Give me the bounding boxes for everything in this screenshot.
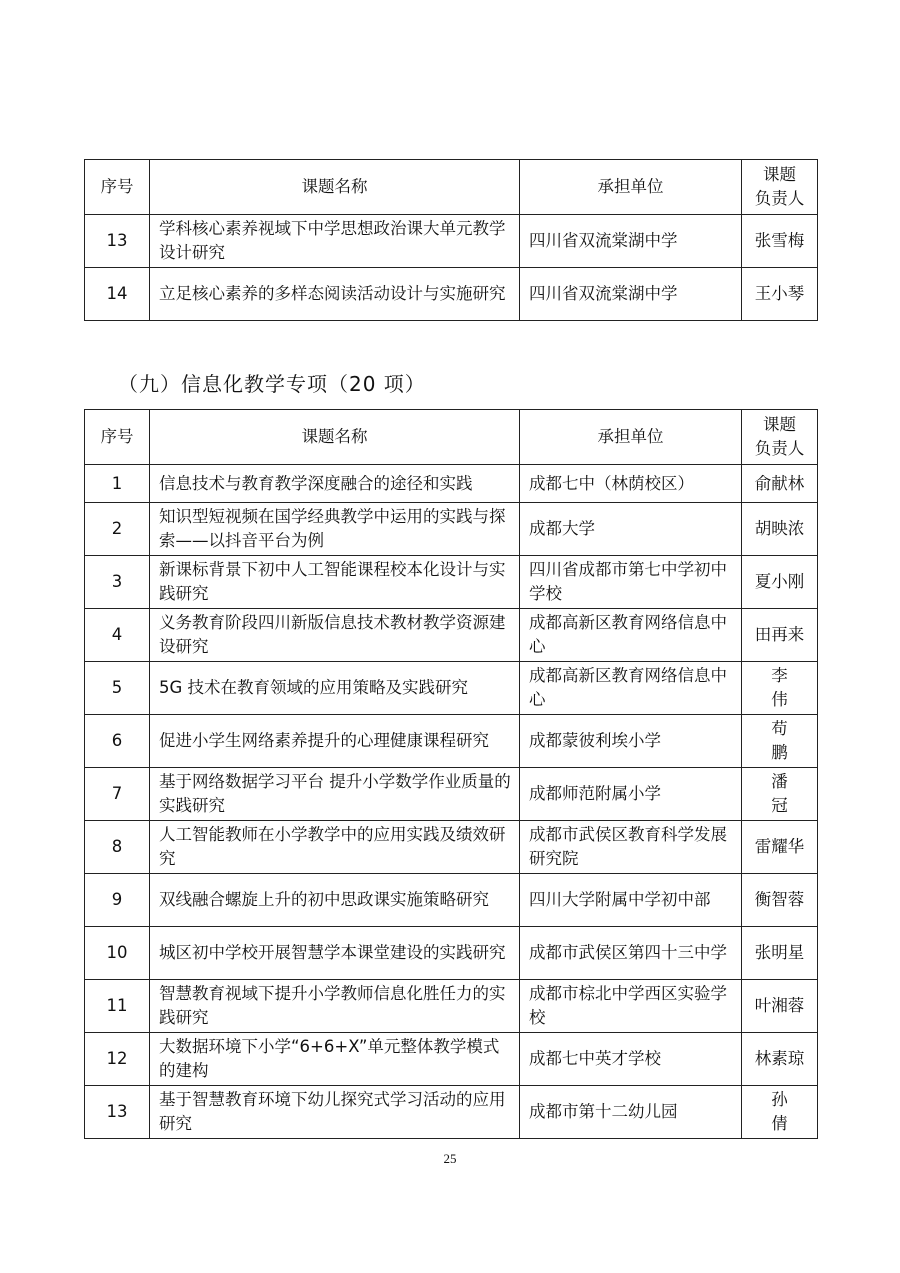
header-no: 序号 xyxy=(85,410,150,465)
table-row xyxy=(85,715,818,768)
row-unit: 成都市武侯区第四十三中学 xyxy=(520,927,742,980)
row-unit: 成都大学 xyxy=(520,503,742,556)
row-title: 基于网络数据学习平台 提升小学数学作业质量的实践研究 xyxy=(150,768,520,821)
table-row xyxy=(85,662,818,715)
row-unit: 成都市武侯区教育科学发展研究院 xyxy=(520,821,742,874)
row-unit: 成都七中（林荫校区） xyxy=(520,465,742,503)
row-lead: 潘冠 xyxy=(742,768,818,821)
row-lead: 叶湘蓉 xyxy=(742,980,818,1033)
row-no: 1 xyxy=(85,465,150,503)
row-no: 2 xyxy=(85,503,150,556)
row-no: 4 xyxy=(85,609,150,662)
row-title: 新课标背景下初中人工智能课程校本化设计与实践研究 xyxy=(150,556,520,609)
table-row xyxy=(85,1033,818,1086)
row-lead: 田再来 xyxy=(742,609,818,662)
header-lead-line1: 课题 xyxy=(763,415,796,434)
table-row xyxy=(85,215,818,268)
row-lead: 雷耀华 xyxy=(742,821,818,874)
row-title: 学科核心素养视域下中学思想政治课大单元教学设计研究 xyxy=(150,215,520,268)
row-lead: 孙倩 xyxy=(742,1086,818,1139)
row-unit: 四川大学附属中学初中部 xyxy=(520,874,742,927)
header-unit: 承担单位 xyxy=(520,410,742,465)
row-no: 13 xyxy=(85,215,150,268)
row-title: 知识型短视频在国学经典教学中运用的实践与探索——以抖音平台为例 xyxy=(150,503,520,556)
header-no: 序号 xyxy=(85,160,150,215)
row-title: 大数据环境下小学“6+6+X”单元整体教学模式的建构 xyxy=(150,1033,520,1086)
row-lead: 苟鹏 xyxy=(742,715,818,768)
row-no: 3 xyxy=(85,556,150,609)
row-title: 立足核心素养的多样态阅读活动设计与实施研究 xyxy=(150,268,520,321)
row-no: 14 xyxy=(85,268,150,321)
table-header-row xyxy=(85,410,818,465)
row-lead: 夏小刚 xyxy=(742,556,818,609)
row-lead: 衡智蓉 xyxy=(742,874,818,927)
header-title: 课题名称 xyxy=(150,160,520,215)
row-no: 12 xyxy=(85,1033,150,1086)
row-no: 13 xyxy=(85,1086,150,1139)
row-title: 促进小学生网络素养提升的心理健康课程研究 xyxy=(150,715,520,768)
table-row xyxy=(85,768,818,821)
table-row xyxy=(85,874,818,927)
row-title: 智慧教育视域下提升小学教师信息化胜任力的实践研究 xyxy=(150,980,520,1033)
row-title: 基于智慧教育环境下幼儿探究式学习活动的应用研究 xyxy=(150,1086,520,1139)
row-unit: 四川省双流棠湖中学 xyxy=(520,215,742,268)
row-no: 5 xyxy=(85,662,150,715)
header-lead-line1: 课题 xyxy=(763,165,796,184)
table-header-row xyxy=(85,160,818,215)
row-lead: 李伟 xyxy=(742,662,818,715)
row-title: 双线融合螺旋上升的初中思政课实施策略研究 xyxy=(150,874,520,927)
header-lead xyxy=(742,160,818,215)
row-unit: 成都七中英才学校 xyxy=(520,1033,742,1086)
project-table-continued xyxy=(84,159,818,321)
row-unit: 四川省双流棠湖中学 xyxy=(520,268,742,321)
table-body xyxy=(85,465,818,1139)
row-title: 义务教育阶段四川新版信息技术教材教学资源建设研究 xyxy=(150,609,520,662)
row-lead: 张明星 xyxy=(742,927,818,980)
row-title: 人工智能教师在小学教学中的应用实践及绩效研究 xyxy=(150,821,520,874)
row-lead: 王小琴 xyxy=(742,268,818,321)
row-no: 8 xyxy=(85,821,150,874)
row-title: 5G 技术在教育领域的应用策略及实践研究 xyxy=(150,662,520,715)
table-row xyxy=(85,465,818,503)
row-lead: 林素琼 xyxy=(742,1033,818,1086)
row-no: 6 xyxy=(85,715,150,768)
row-lead: 胡映浓 xyxy=(742,503,818,556)
header-unit: 承担单位 xyxy=(520,160,742,215)
table-row xyxy=(85,1086,818,1139)
row-no: 10 xyxy=(85,927,150,980)
table-row xyxy=(85,556,818,609)
header-lead xyxy=(742,410,818,465)
row-no: 9 xyxy=(85,874,150,927)
page-number: 25 xyxy=(443,1151,457,1166)
row-unit: 成都蒙彼利埃小学 xyxy=(520,715,742,768)
table-row xyxy=(85,821,818,874)
row-unit: 成都高新区教育网络信息中心 xyxy=(520,609,742,662)
table-row xyxy=(85,927,818,980)
header-lead-line2: 负责人 xyxy=(754,189,805,208)
row-lead: 俞献林 xyxy=(742,465,818,503)
row-title: 信息技术与教育教学深度融合的途径和实践 xyxy=(150,465,520,503)
header-lead-line2: 负责人 xyxy=(754,439,805,458)
row-unit: 成都市棕北中学西区实验学校 xyxy=(520,980,742,1033)
row-unit: 成都师范附属小学 xyxy=(520,768,742,821)
table-row xyxy=(85,503,818,556)
row-no: 7 xyxy=(85,768,150,821)
project-table-informatization xyxy=(84,409,818,1139)
section-heading: （九）信息化教学专项（20 项） xyxy=(118,372,426,396)
table-row xyxy=(85,268,818,321)
row-unit: 成都高新区教育网络信息中心 xyxy=(520,662,742,715)
row-no: 11 xyxy=(85,980,150,1033)
table-row xyxy=(85,609,818,662)
row-lead: 张雪梅 xyxy=(742,215,818,268)
row-unit: 四川省成都市第七中学初中学校 xyxy=(520,556,742,609)
row-unit: 成都市第十二幼儿园 xyxy=(520,1086,742,1139)
row-title: 城区初中学校开展智慧学本课堂建设的实践研究 xyxy=(150,927,520,980)
table-row xyxy=(85,980,818,1033)
header-title: 课题名称 xyxy=(150,410,520,465)
